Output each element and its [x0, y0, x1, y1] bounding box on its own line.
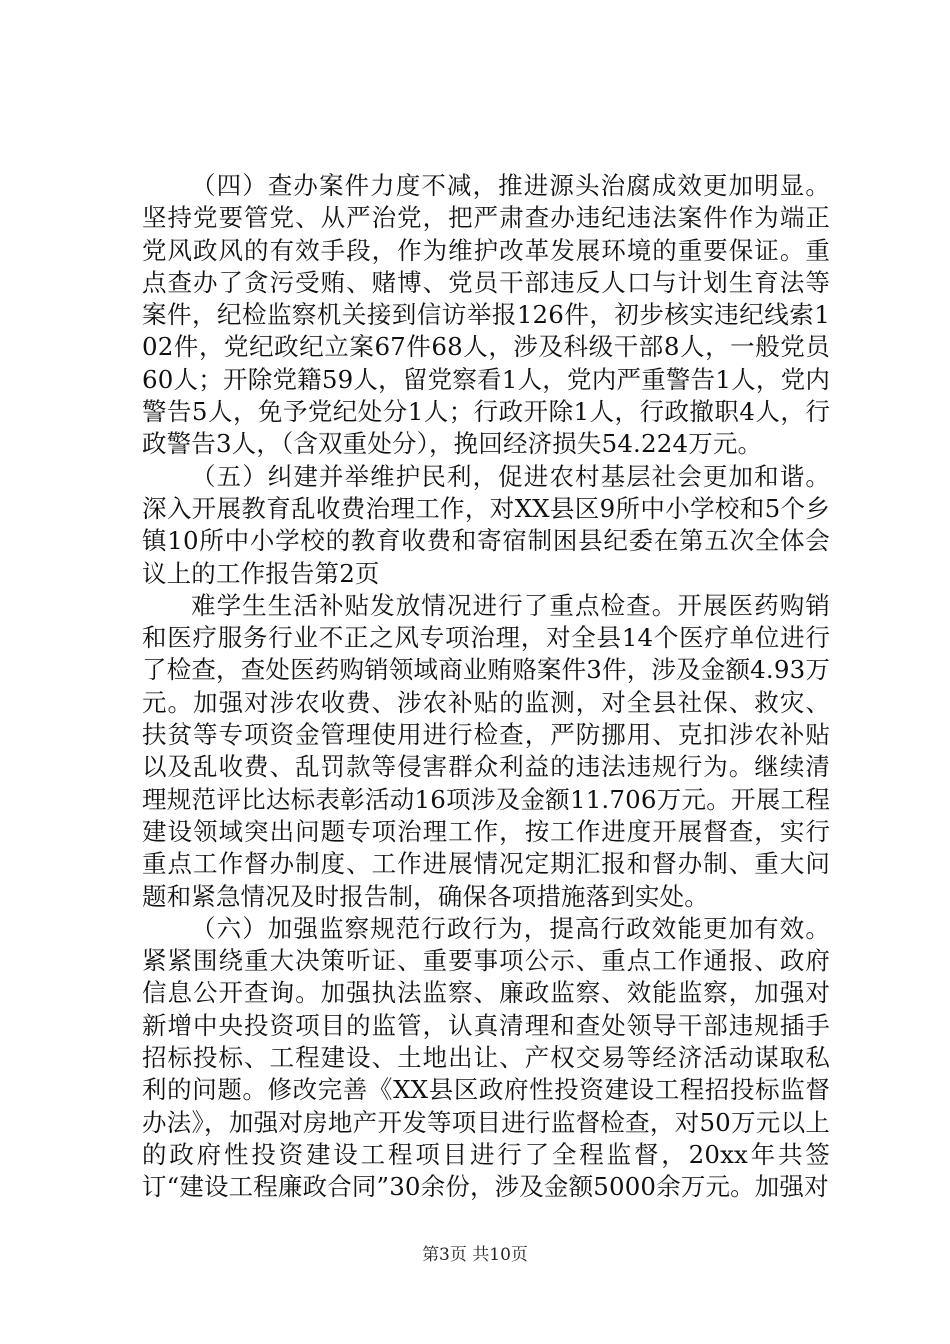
- paragraph-section-four: （四）查办案件力度不减，推进源头治腐成效更加明显。坚持党要管党、从严治党，把严肃查办违纪违法案件作为端正党风政风的有效手段，作为维护改革发展环境的重要保证。重点查办了贪污受贿、赌博、党员干部违反人口与计划生育法等案件，纪检监察机关接到信访举报126件，初步核实违纪线索102件，党纪政纪立案67件68人，涉及科级干部8人，一般党员60人；开除党籍59人，留党察看1人，党内严重警告1人，党内警告5人，免予党纪处分1人；行政开除1人，行政撤职4人，行政警告3人，（含双重处分），挽回经济损失54.224万元。: [142, 171, 830, 459]
- paragraph-continuation: 难学生生活补贴发放情况进行了重点检查。开展医药购销和医疗服务行业不正之风专项治理，对全县14个医疗单位进行了检查，查处医药购销领域商业贿赂案件3件，涉及金额4.93万元。加强对涉农收费、涉农补贴的监测，对全县社保、救灾、扶贫等专项资金管理使用进行检查，严防挪用、克扣涉农补贴以及乱收费、乱罚款等侵害群众利益的违法违规行为。继续清理规范评比达标表彰活动16项涉及金额11.706万元。开展工程建设领域突出问题专项治理工作，按工作进度开展督查，实行重点工作督办制度、工作进展情况定期汇报和督办制、重大问题和紧急情况及时报告制，确保各项措施落到实处。: [142, 590, 830, 911]
- document-body: [142, 170, 830, 1204]
- page-number-footer: 第3页 共10页: [422, 1245, 528, 1265]
- paragraph-section-five: （五）纠建并举维护民利，促进农村基层社会更加和谐。深入开展教育乱收费治理工作，对XX县区9所中小学校和5个乡镇10所中小学校的教育收费和寄宿制困县纪委在第五次全体会议上的工作报告第2页: [142, 461, 830, 588]
- paragraph-section-six: （六）加强监察规范行政行为，提高行政效能更加有效。紧紧围绕重大决策听证、重要事项公示、重点工作通报、政府信息公开查询。加强执法监察、廉政监察、效能监察，加强对新增中央投资项目的监管，认真清理和查处领导干部违规插手招标投标、工程建设、土地出让、产权交易等经济活动谋取私利的问题。修改完善《XX县区政府性投资建设工程招投标监督办法》，加强对房地产开发等项目进行监督检查，对50万元以上的政府性投资建设工程项目进行了全程监督，20xx年共签订“建设工程廉政合同”30余份，涉及金额5000余万元。加强对: [142, 913, 830, 1202]
